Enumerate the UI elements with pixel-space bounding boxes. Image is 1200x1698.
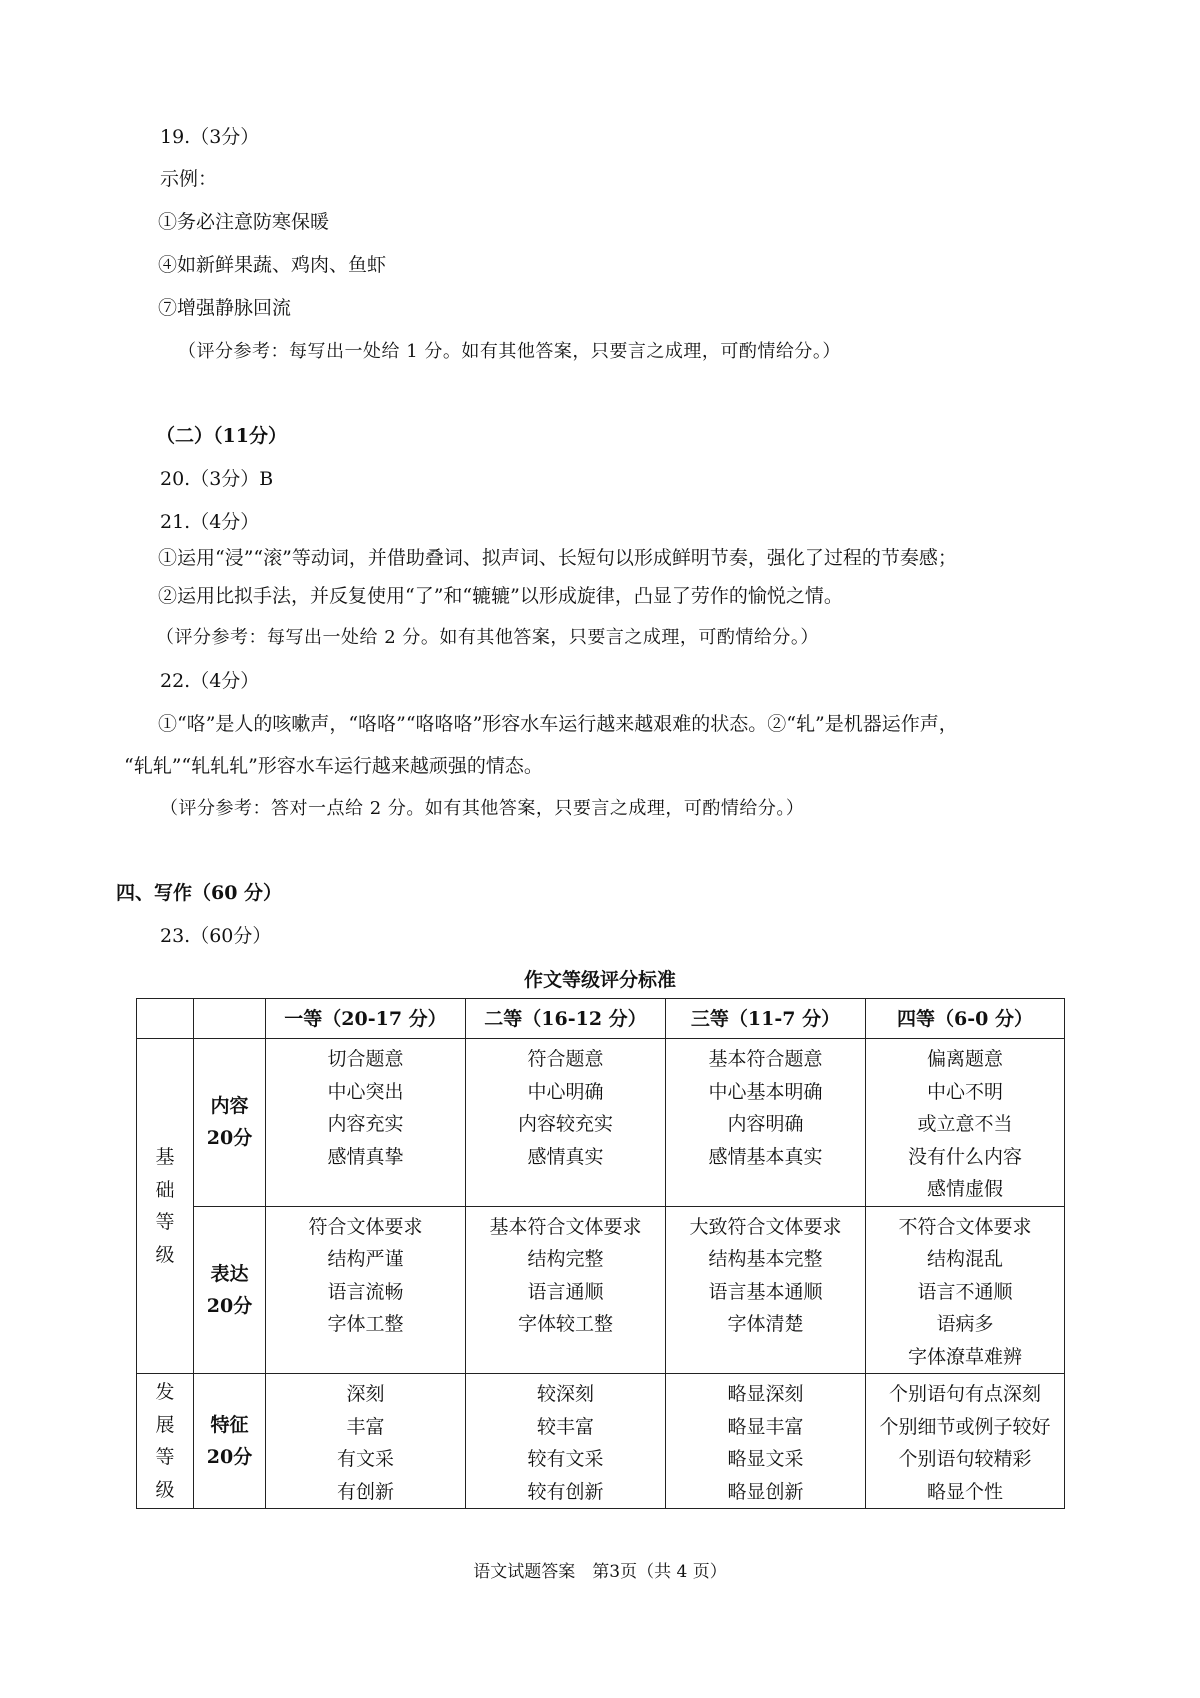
criterion: 有文采 <box>336 1448 394 1470</box>
grade-header-1: 一等（20-17 分） <box>266 999 466 1039</box>
rubric-cell <box>866 1039 1065 1207</box>
q19-header: 19.（3分） <box>160 126 260 148</box>
dimension-expression <box>194 1206 266 1374</box>
criterion: 基本符合文体要求 <box>489 1215 642 1238</box>
rubric-cell <box>466 1374 666 1509</box>
page-footer: 语文试题答案 第3页（共 4 页） <box>473 1562 727 1582</box>
criterion: 大致符合文体要求 <box>689 1215 842 1238</box>
grade-header-2: 二等（16-12 分） <box>466 999 666 1039</box>
rubric-header-row <box>137 999 1065 1039</box>
criterion: 基本符合题意 <box>708 1048 823 1070</box>
dimension-features <box>194 1374 266 1509</box>
dimension-content <box>194 1039 266 1207</box>
criterion: 语病多 <box>936 1313 994 1335</box>
dimension-label: 表达 <box>210 1262 249 1285</box>
level-development <box>137 1374 194 1509</box>
criterion: 内容较充实 <box>517 1113 613 1135</box>
rubric-row-content <box>137 1039 1065 1207</box>
rubric-cell <box>266 1039 466 1207</box>
q19-scoring-note: （评分参考：每写出一处给 1 分。如有其他答案，只要言之成理，可酌情给分。） <box>178 341 841 362</box>
criterion: 中心明确 <box>527 1080 604 1103</box>
q23-header: 23.（60分） <box>160 925 272 947</box>
criterion: 偏离题意 <box>926 1048 1003 1070</box>
rubric-cell <box>266 1206 466 1374</box>
q22-header: 22.（4分） <box>160 670 260 692</box>
q21-line-2: ②运用比拟手法，并反复使用“了”和“辘辘”以形成旋律，凸显了劳作的愉悦之情。 <box>158 585 843 607</box>
criterion: 个别语句有点深刻 <box>888 1383 1041 1405</box>
level-development-label: 发展等级 <box>155 1381 175 1501</box>
grade-header-4: 四等（6-0 分） <box>866 999 1065 1039</box>
rubric-cell <box>466 1206 666 1374</box>
rubric-row-expression <box>137 1206 1065 1374</box>
rubric-table <box>136 998 1065 1509</box>
criterion: 略显深刻 <box>727 1383 804 1405</box>
criterion: 没有什么内容 <box>907 1145 1022 1168</box>
criterion: 个别语句较精彩 <box>898 1448 1032 1470</box>
criterion: 结构完整 <box>527 1248 604 1270</box>
criterion: 感情虚假 <box>926 1178 1003 1200</box>
criterion: 中心突出 <box>327 1080 404 1103</box>
criterion: 内容明确 <box>727 1113 804 1135</box>
level-basic <box>137 1039 194 1374</box>
q21-scoring-note: （评分参考：每写出一处给 2 分。如有其他答案，只要言之成理，可酌情给分。） <box>156 627 819 648</box>
q19-answer-1: ①务必注意防寒保暖 <box>158 211 330 233</box>
criterion: 感情真实 <box>527 1145 604 1168</box>
criterion: 字体清楚 <box>727 1313 804 1335</box>
criterion: 不符合文体要求 <box>898 1215 1032 1238</box>
rubric-cell <box>866 1206 1065 1374</box>
criterion: 略显文采 <box>727 1448 804 1470</box>
criterion: 丰富 <box>346 1415 385 1438</box>
criterion: 有创新 <box>336 1480 394 1503</box>
criterion: 略显创新 <box>727 1480 804 1503</box>
q22-scoring-note: （评分参考：答对一点给 2 分。如有其他答案，只要言之成理，可酌情给分。） <box>160 798 805 819</box>
q19-example-label: 示例： <box>160 168 218 190</box>
criterion: 字体工整 <box>327 1313 404 1335</box>
q22-line-1: ①“咯”是人的咳嗽声，“咯咯”“咯咯咯”形容水车运行越来越艰难的状态。②“轧”是机器运作声， <box>158 713 958 735</box>
criterion: 或立意不当 <box>917 1113 1013 1135</box>
section-4-header: 四、写作（60 分） <box>116 882 283 904</box>
criterion: 较有创新 <box>527 1480 604 1503</box>
criterion: 感情真挚 <box>327 1145 404 1168</box>
criterion: 结构基本完整 <box>708 1248 823 1270</box>
criterion: 符合文体要求 <box>308 1215 423 1238</box>
criterion: 较丰富 <box>536 1415 594 1438</box>
criterion: 较有文采 <box>527 1448 604 1470</box>
rubric-corner-empty <box>137 999 194 1039</box>
grade-header-3: 三等（11-7 分） <box>666 999 866 1039</box>
dimension-label: 内容 <box>210 1095 249 1118</box>
rubric-cell <box>666 1374 866 1509</box>
criterion: 切合题意 <box>327 1048 404 1070</box>
rubric-cell <box>466 1039 666 1207</box>
dimension-points: 20分 <box>206 1127 253 1150</box>
criterion: 深刻 <box>346 1383 385 1405</box>
criterion: 语言流畅 <box>327 1280 404 1303</box>
rubric-cell <box>866 1374 1065 1509</box>
level-basic-label: 基础等级 <box>155 1146 175 1266</box>
q21-header: 21.（4分） <box>160 511 260 533</box>
rubric-cell <box>666 1206 866 1374</box>
q22-line-2: “轧轧”“轧轧轧”形容水车运行越来越顽强的情态。 <box>124 755 543 777</box>
criterion: 符合题意 <box>527 1048 604 1070</box>
criterion: 字体较工整 <box>517 1313 613 1335</box>
criterion: 内容充实 <box>327 1113 404 1135</box>
criterion: 语言通顺 <box>527 1280 604 1303</box>
criterion: 结构混乱 <box>926 1248 1003 1270</box>
rubric-corner-empty-2 <box>194 999 266 1039</box>
rubric-cell <box>266 1374 466 1509</box>
q19-answer-3: ⑦增强静脉回流 <box>158 297 292 319</box>
criterion: 较深刻 <box>536 1383 594 1405</box>
dimension-points: 20分 <box>206 1446 253 1468</box>
criterion: 感情基本真实 <box>708 1145 823 1168</box>
criterion: 略显丰富 <box>727 1415 804 1438</box>
q19-answer-2: ④如新鲜果蔬、鸡肉、鱼虾 <box>158 254 387 276</box>
criterion: 语言不通顺 <box>917 1280 1013 1303</box>
criterion: 中心基本明确 <box>708 1080 823 1103</box>
dimension-label: 特征 <box>210 1414 249 1436</box>
criterion: 个别细节或例子较好 <box>879 1415 1051 1438</box>
q21-line-1: ①运用“浸”“滚”等动词，并借助叠词、拟声词、长短句以形成鲜明节奏，强化了过程的节奏感； <box>158 547 957 569</box>
criterion: 语言基本通顺 <box>708 1280 823 1303</box>
criterion: 略显个性 <box>926 1480 1003 1503</box>
criterion: 中心不明 <box>926 1080 1003 1103</box>
criterion: 结构严谨 <box>327 1248 404 1270</box>
criterion: 字体潦草难辨 <box>907 1345 1022 1368</box>
section-2-header: （二）（11分） <box>156 425 287 447</box>
rubric-cell <box>666 1039 866 1207</box>
q20-answer: 20.（3分）B <box>160 468 274 490</box>
rubric-title: 作文等级评分标准 <box>523 969 676 991</box>
rubric-row-features <box>137 1374 1065 1509</box>
dimension-points: 20分 <box>206 1294 253 1317</box>
